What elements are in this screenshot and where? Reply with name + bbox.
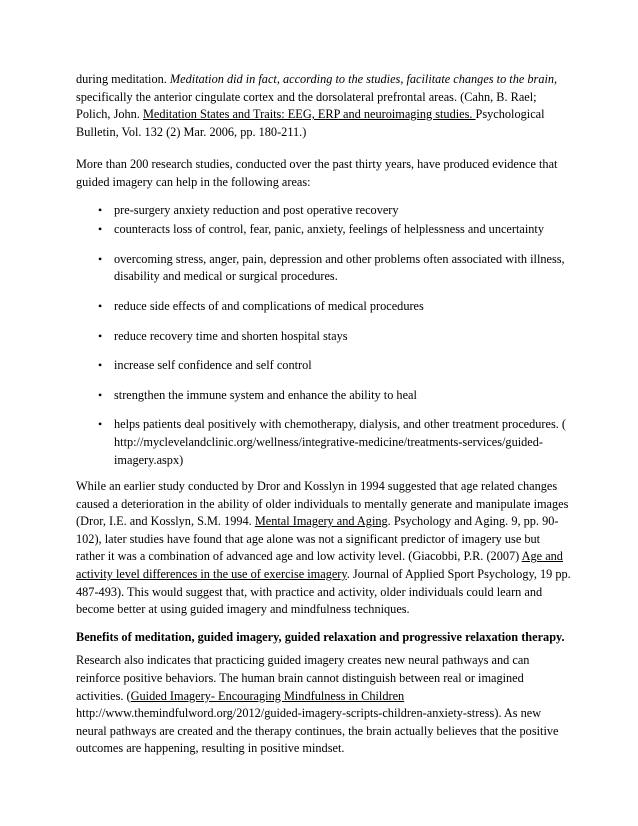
list-item-text: pre-surgery anxiety reduction and post operative recovery [114,202,399,217]
bullet-icon: • [98,387,103,402]
benefits-list [76,202,571,470]
bullet-icon: • [98,298,103,313]
bullet-icon: • [98,358,103,373]
paragraph-meditation-brain [76,71,571,141]
text-run: . Psychology and Aging. 9, pp. 90-102), later studies have found that age alone was not a significant predictor of imagery use but rather it was a combination of advanced age and low activity level. (Giacobbi, P.R. (2007) [76,514,559,564]
list-item-text: increase self confidence and self control [114,358,312,373]
list-item [76,298,571,316]
text-run: Psychological Bulletin, Vol. 132 (2) Mar. 2006, pp. 180-211.) [76,107,545,139]
text-run: http://www.themindfulword.org/2012/guided-imagery-scripts-children-anxiety-stress). As new neural pathways are created and the therapy continues, the brain actually believes that the positive outcomes are happening, resulting in positive mindset. [76,706,559,756]
list-item-text: reduce recovery time and shorten hospital stays [114,328,348,343]
bullet-icon: • [98,251,103,266]
paragraph-research-studies: More than 200 research studies, conducted over the past thirty years, have produced evidence that guided imagery can help in the following areas: [76,157,558,189]
paragraph-neural-pathways [76,652,571,758]
section-heading: Benefits of meditation, guided imagery, guided relaxation and progressive relaxation therapy. [76,629,565,644]
text-run: Research also indicates that practicing guided imagery creates new neural pathways and can reinforce positive behaviors. The human brain cannot distinguish between real or imagined activities. ( [76,653,530,703]
bullet-icon: • [98,417,103,432]
text-run: . Journal of Applied Sport Psychology, 19 pp. 487-493). This would suggest that, with practice and activity, older individuals could learn and become better at using guided imagery and mindfulness techniques. [76,567,571,617]
text-run: While an earlier study conducted by Dror and Kosslyn in 1994 suggested that age related changes caused a deterioration in the ability of older individuals to mentally generate and manipulate images (Dror, I.E. and Kosslyn, S.M. 1994. [76,479,569,529]
list-item [76,387,571,405]
list-item-text: strengthen the immune system and enhance the ability to heal [114,387,417,402]
text-run: during meditation. [76,72,170,86]
bullet-icon: • [98,222,103,237]
list-item [76,202,571,220]
list-item [76,221,571,239]
text-run: , specifically the anterior cingulate cortex and the dorsolateral prefrontal areas. (Cahn, B. Rael; Polich, John. [76,72,558,122]
italic-finding: Meditation did in fact, according to the studies, facilitate changes to the brain [169,72,555,86]
paragraph-age-imagery [76,478,571,619]
citation-link-meditation-states[interactable]: Meditation States and Traits: EEG, ERP and neuroimaging studies. [142,107,476,122]
list-item-text: overcoming stress, anger, pain, depression and other problems often associated with illness, disability and medical or surgical procedures. [114,251,565,284]
list-item [76,251,571,286]
list-item-text: reduce side effects of and complications of medical procedures [114,298,424,313]
list-item-text: counteracts loss of control, fear, panic, anxiety, feelings of helplessness and uncertainty [114,222,544,237]
bullet-icon: • [98,202,103,217]
citation-link-guided-imagery-children[interactable]: Guided Imagery- Encouraging Mindfulness in Children [130,688,405,703]
bullet-icon: • [98,328,103,343]
list-item-text: helps patients deal positively with chemotherapy, dialysis, and other treatment procedures. ( http://myclevelandclinic.org/wellness/integrative-medicine/treatments-services/guided-imagery.aspx) [114,417,567,467]
citation-link-mental-imagery-aging[interactable]: Mental Imagery and Aging [254,514,388,529]
citation-link-age-activity[interactable]: Age and activity level differences in the use of exercise imagery [76,549,563,582]
document-page [76,71,571,758]
list-item [76,416,571,469]
list-item [76,357,571,375]
list-item [76,328,571,346]
